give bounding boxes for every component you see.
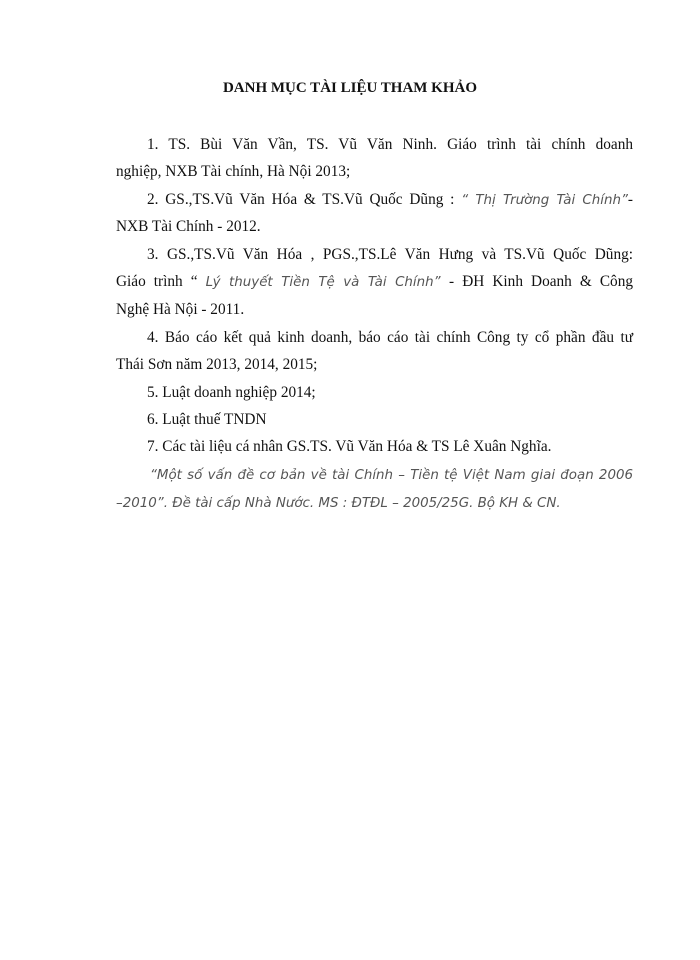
reference-7-line-2: “Một số vấn đề cơ bản về tài Chính – Tiền tệ Việt Nam giai đoạn 2006 (150, 468, 633, 483)
reference-6: 6. Luật thuế TNDN (147, 411, 267, 428)
reference-3-line-2 (116, 272, 633, 293)
reference-3-publisher: - ĐH Kinh Doanh & Công (449, 273, 634, 290)
page-title: DANH MỤC TÀI LIỆU THAM KHẢO (222, 80, 478, 96)
reference-2-line-1 (116, 190, 633, 211)
reference-5: 5. Luật doanh nghiệp 2014; (147, 384, 316, 401)
reference-2-dash: - (627, 191, 633, 208)
reference-3-line-3: Nghệ Hà Nội - 2011. (116, 301, 245, 318)
reference-2-authors: 2. GS.,TS.Vũ Văn Hóa & TS.Vũ Quốc Dũng : (147, 191, 462, 208)
reference-3-prefix: Giáo trình “ (116, 273, 206, 290)
reference-4-line-2: Thái Sơn năm 2013, 2014, 2015; (116, 356, 318, 373)
reference-7-line-1: 7. Các tài liệu cá nhân GS.TS. Vũ Văn Hóa & TS Lê Xuân Nghĩa. (147, 438, 552, 455)
reference-3-line-1: 3. GS.,TS.Vũ Văn Hóa , PGS.,TS.Lê Văn Hưng và TS.Vũ Quốc Dũng: (147, 246, 633, 263)
reference-1-line-1: 1. TS. Bùi Văn Vần, TS. Vũ Văn Ninh. Giáo trình tài chính doanh (147, 136, 633, 153)
reference-2-line-2: NXB Tài Chính - 2012. (116, 218, 261, 235)
reference-7-line-3: –2010”. Đề tài cấp Nhà Nước. MS : ĐTĐL – 2005/25G. Bộ KH & CN. (116, 496, 561, 511)
reference-1-line-2: nghiệp, NXB Tài chính, Hà Nội 2013; (116, 163, 351, 180)
reference-3-title: Lý thuyết Tiền Tệ và Tài Chính” (205, 275, 450, 290)
reference-2-title: “ Thị Trường Tài Chính” (461, 193, 628, 208)
reference-4-line-1: 4. Báo cáo kết quả kinh doanh, báo cáo tài chính Công ty cổ phần đầu tư (147, 329, 633, 346)
